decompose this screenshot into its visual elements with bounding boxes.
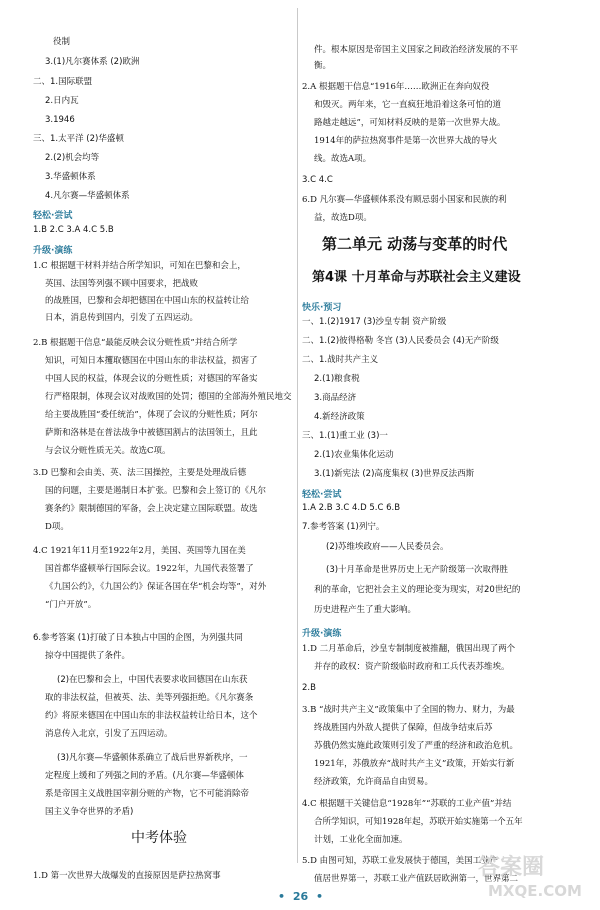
right-text-line: 3.商品经济 [314, 393, 357, 403]
right-text-line: 苏俄仍然实施此政策则引发了严重的经济和政治危机。 [314, 741, 519, 751]
left-text-line: 2.B 根据题干信息“最能反映会议分赃性质”并结合所学 [33, 338, 238, 348]
left-text-line: D项。 [45, 522, 69, 532]
section-label: 轻松·尝试 [302, 490, 342, 500]
page-number-dot-left: • [278, 890, 286, 903]
right-text-line: 4.C 根据题干关键信息“1928年”“苏联的工业产值”并结 [302, 799, 512, 809]
right-text-line: 二、1.战时共产主义 [302, 355, 379, 365]
left-text-line: 消息传入北京，引发了五四运动。 [45, 729, 173, 739]
left-text-line: 2.日内瓦 [45, 96, 79, 106]
right-text-line: 和毁灭。两年来，它一直疯狂地沿着这条可怕的道 [314, 100, 502, 110]
left-text-line: 日本，消息传到国内，引发了五四运动。 [45, 313, 199, 323]
right-text-line: 5.D 由图可知，苏联工业发展快于德国，美国工业产 [302, 856, 499, 866]
left-text-line: (3)凡尔赛—华盛顿体系确立了战后世界新秩序，一 [57, 753, 248, 763]
watermark-logo [470, 848, 590, 904]
left-text-line: 系是帝国主义战胜国宰割分赃的产物，它不可能消除帝 [45, 789, 250, 799]
left-text-line: 国的问题，主要是遏制日本扩张。巴黎和会上签订的《凡尔 [45, 486, 267, 496]
section-label: 快乐·预习 [302, 303, 342, 313]
right-text-line: 合所学知识，可知1928年起，苏联开始实施第一个五年 [314, 817, 523, 827]
left-text-line: 掠夺中国提供了条件。 [45, 651, 131, 661]
right-text-line: 路越走越远”，可知材料反映的是第一次世界大战。 [314, 118, 506, 128]
left-text-line: 取的非法权益，但被英、法、美等列强拒绝。《凡尔赛条 [45, 693, 254, 703]
right-text-line: 2.B [302, 683, 316, 693]
right-text-line: 1921年，苏俄放弃“战时共产主义”政策，开始实行新 [314, 759, 515, 769]
right-text-line: 3.(1)新宪法 (2)高度集权 (3)世界反法西斯 [314, 469, 475, 479]
left-text-line: 中国人民的权益，体现会议的分赃性质；对德国的军备实 [45, 374, 258, 384]
page-number-dot-right: • [316, 890, 324, 903]
section-label: 轻松·尝试 [33, 211, 73, 221]
svg-text:答案圈: 答案圈 [478, 855, 545, 880]
column-divider [297, 8, 298, 863]
left-text-line: 约》将原来德国在中国山东的非法权益转让给日本，这个 [45, 711, 258, 721]
right-text-line: 4.新经济政策 [314, 412, 365, 422]
lesson-title: 第4课 十月革命与苏联社会主义建设 [312, 270, 521, 285]
section-label: 升级·演练 [33, 246, 73, 256]
left-text-line: 行严格限制，体现会议对战败国的处罚；德国的全部海外殖民地交 [45, 392, 292, 402]
right-text-line: 计划，工业化全面加速。 [314, 835, 408, 845]
left-text-line: 4.凡尔赛—华盛顿体系 [45, 191, 130, 201]
right-text-line: 3.B “战时共产主义”政策集中了全国的物力、财力，为最 [302, 705, 515, 715]
left-text-line: 定程度上缓和了列强之间的矛盾。(凡尔赛—华盛顿体 [45, 771, 244, 781]
right-text-line: 2.(1)农业集体化运动 [314, 450, 394, 460]
left-text-line: 知识，可知日本攫取德国在中国山东的非法权益，损害了 [45, 356, 258, 366]
left-text-line: 萨斯和洛林是在普法战争中被德国割占的法国领土，且此 [45, 428, 258, 438]
right-text-line: 2.A 根据题干信息“1916年……欧洲正在奔向奴役 [302, 82, 490, 92]
left-text-line: 国主义争夺世界的矛盾) [45, 807, 134, 817]
left-text-line: 三、1.太平洋 (2)华盛顿 [33, 134, 124, 144]
left-text-line: (2)在巴黎和会上，中国代表要求收回德国在山东获 [57, 675, 248, 685]
left-text-line: 3.1946 [45, 115, 75, 125]
right-text-line: 值居世界第一，苏联工业产值跃居欧洲第一，世界第二 [314, 874, 519, 884]
left-text-line: 4.C 1921年11月至1922年2月，美国、英国等九国在美 [33, 546, 246, 556]
left-text-line: 的战胜国，巴黎和会却把德国在中国山东的权益转让给 [45, 296, 250, 306]
right-text-line: 益，故选D项。 [314, 213, 372, 223]
right-text-line: 6.D 凡尔赛—华盛顿体系没有顾忌弱小国家和民族的利 [302, 195, 507, 205]
left-text-line: “门户开放”。 [45, 600, 97, 610]
right-text-line: 线。故选A项。 [314, 154, 372, 164]
left-text-line: 役制 [53, 37, 71, 47]
left-text-line: 3.华盛顿体系 [45, 172, 96, 182]
left-text-line: 1.B 2.C 3.A 4.C 5.B [33, 225, 114, 235]
right-text-line: 终战胜国内外敌人提供了保障，但战争结束后苏 [314, 723, 493, 733]
zhongkao-section-title: 中考体验 [131, 830, 187, 846]
right-text-line: 2.(1)粮食税 [314, 374, 360, 384]
page-number [278, 890, 323, 903]
right-text-line: 一、1.(2)1917 (3)沙皇专制 资产阶级 [302, 317, 447, 327]
left-text-line: 赛条约》限制德国的军备，会上决定建立国际联盟。故选 [45, 504, 258, 514]
right-text-line: 3.C 4.C [302, 175, 333, 185]
right-text-line: 三、1.(1)重工业 (3)一 [302, 431, 388, 441]
right-text-line: 二、1.(2)彼得格勒 冬宫 (3)人民委员会 (4)无产阶级 [302, 336, 499, 346]
right-text-line: 衡。 [314, 61, 332, 71]
svg-text:MXQE.COM: MXQE.COM [488, 882, 582, 900]
right-text-line: 1.A 2.B 3.C 4.D 5.C 6.B [302, 503, 401, 513]
right-text-line: 1.D 二月革命后，沙皇专制制度被推翻，俄国出现了两个 [302, 644, 516, 654]
right-text-line: (3)十月革命是世界历史上无产阶级第一次取得胜 [326, 565, 509, 575]
right-text-line: 经济政策，允许商品自由贸易。 [314, 777, 434, 787]
left-text-line: 3.D 巴黎和会由美、英、法三国操控，主要是处理战后德 [33, 468, 247, 478]
left-text-line: 6.参考答案 (1)打破了日本独占中国的企图，为列强共同 [33, 633, 243, 643]
left-text-line: 《九国公约》，《九国公约》保证各国在华“机会均等”，对外 [45, 582, 267, 592]
left-text-line: 给主要战胜国“委任统治”，体现了会议的分赃性质；阿尔 [45, 410, 258, 420]
right-text-line: 历史进程产生了重大影响。 [314, 605, 417, 615]
right-text-line: 1914年的萨拉热窝事件是第一次世界大战的导火 [314, 136, 498, 146]
left-text-line: 1.D 第一次世界大战爆发的直接原因是萨拉热窝事 [33, 871, 221, 881]
section-label: 升级·演练 [302, 629, 342, 639]
right-text-line: 利的革命，它把社会主义的理论变为现实，对20世纪的 [314, 585, 521, 595]
right-text-line: 并存的政权：资产阶级临时政府和工兵代表苏维埃。 [314, 662, 510, 672]
left-text-line: 二、1.国际联盟 [33, 77, 93, 87]
watermark-graphic [470, 848, 590, 904]
left-text-line: 2.(2)机会均等 [45, 153, 100, 163]
page-number-value: 26 [292, 890, 309, 903]
left-text-line: 1.C 根据题干材料并结合所学知识，可知在巴黎和会上， [33, 261, 246, 271]
left-text-line: 国首都华盛顿举行国际会议。1922年，九国代表签署了 [45, 564, 254, 574]
left-text-line: 英国、法国等列强不顾中国要求，把战败 [45, 279, 199, 289]
unit-title: 第二单元 动荡与变革的时代 [322, 235, 508, 253]
right-text-line: 件。根本原因是帝国主义国家之间政治经济发展的不平 [314, 45, 519, 55]
left-text-line: 与会议分赃性质无关。故选C项。 [45, 446, 171, 456]
right-text-line: (2)苏维埃政府——人民委员会。 [326, 542, 449, 552]
left-text-line: 3.(1)凡尔赛体系 (2)欧洲 [45, 57, 140, 67]
right-text-line: 7.参考答案 (1)列宁。 [302, 522, 385, 532]
